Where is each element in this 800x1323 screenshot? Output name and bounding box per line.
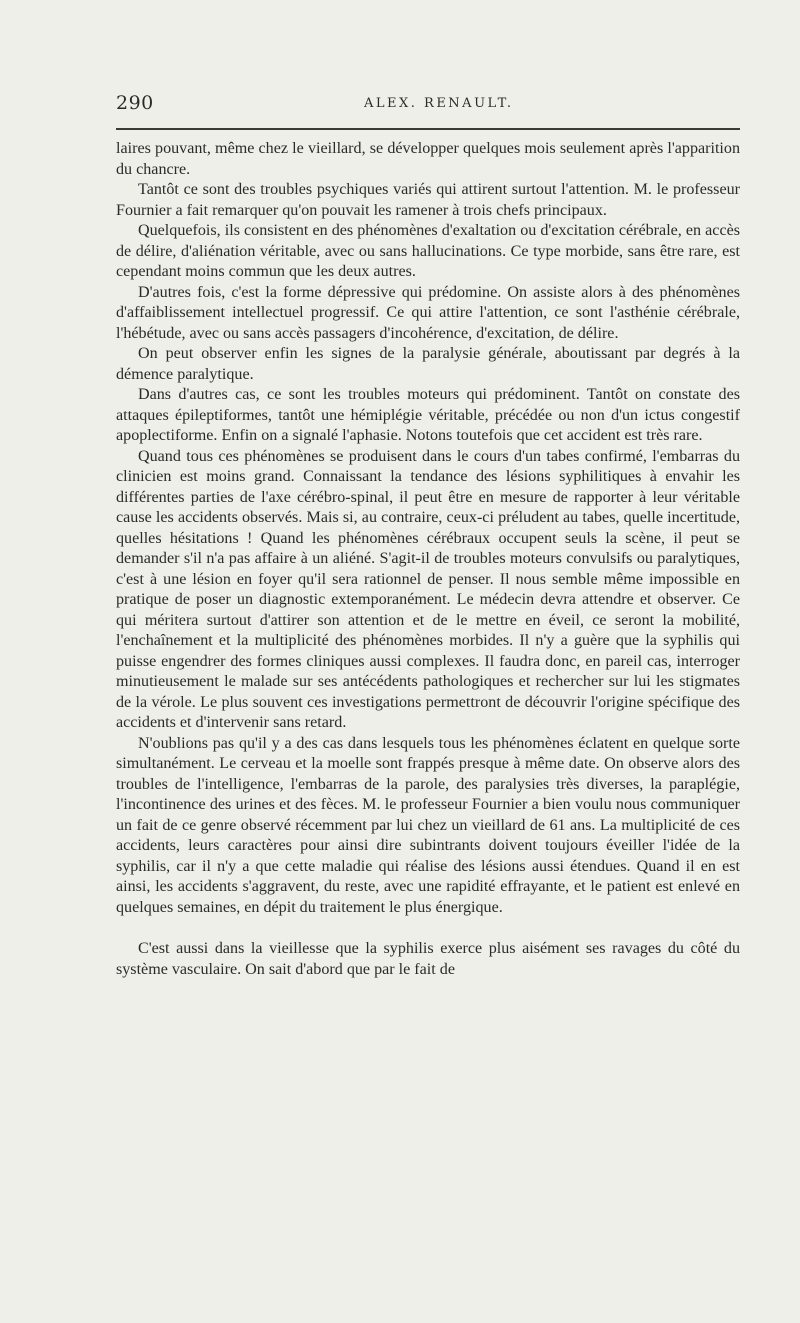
page-number: 290 [116,92,154,114]
paragraph-2: Tantôt ce sont des troubles psychiques variés qui attirent surtout l'attention. M. le professeur Fournier a fait remarquer qu'on pouvait les ramener à trois chefs principaux. [116,181,740,219]
paragraph-6: Dans d'autres cas, ce sont les troubles moteurs qui prédominent. Tantôt on constate des attaques épileptiformes, tantôt une hémiplégie véritable, précédée ou non d'un ictus congestif apoplectiforme. Enfin on a signalé l'aphasie. Notons toutefois que cet accident est très rare. [116,386,740,444]
paragraph-7: Quand tous ces phénomènes se produisent dans le cours d'un tabes confirmé, l'embarras du clinicien est moins grand. Connaissant la tendance des lésions syphilitiques à envahir les différentes parties de l'axe cérébro-spinal, il peut être en mesure de rapporter à leur véritable cause les accidents observés. Mais si, au contraire, ceux-ci préludent au tabes, quelle incertitude, quelles hésitations ! Quand les phénomènes cérébraux occupent seuls la scène, il peut se demander s'il n'a pas affaire à un aliéné. S'agit-il de troubles moteurs convulsifs ou paralytiques, c'est à une lésion en foyer qu'il sera rationnel de penser. Il nous semble même impossible en pratique de poser un diagnostic extemporanément. Le médecin devra attendre et observer. Ce qui méritera surtout d'attirer son attention et de le mettre en éveil, ce seront la mobilité, l'enchaînement et la multiplicité des phénomènes morbides. Il n'y a guère que la syphilis qui puisse engendrer des formes cliniques aussi complexes. Il faudra donc, en pareil cas, interroger minutieusement le malade sur ses antécédents pathologiques et rechercher sur lui les stigmates de la vérole. Le plus souvent ces investigations permettront de découvrir l'origine spécifique des accidents et d'intervenir sans retard. [116,447,740,731]
paragraph-5: On peut observer enfin les signes de la paralysie générale, aboutissant par degrés à la démence paralytique. [116,345,740,383]
paragraph-1: laires pouvant, même chez le vieillard, se développer quelques mois seulement après l'apparition du chancre. [116,140,740,178]
paragraph-3: Quelquefois, ils consistent en des phénomènes d'exaltation ou d'excitation cérébrale, en accès de délire, d'aliénation véritable, avec ou sans hallucinations. Ce type morbide, sans être rare, est cependant moins commun que les deux autres. [116,222,740,280]
paragraph-9: C'est aussi dans la vieillesse que la syphilis exerce plus aisément ses ravages du côté du système vasculaire. On sait d'abord que par le fait de [116,940,740,978]
body-text [116,139,740,980]
paragraph-4: D'autres fois, c'est la forme dépressive qui prédomine. On assiste alors à des phénomènes d'affaiblissement intellectuel progressif. Ce qui attire l'attention, ce sont l'asthénie cérébrale, l'hébétude, avec ou sans accès passagers d'incohérence, d'excitation, de délire. [116,283,740,342]
paragraph-8: N'oublions pas qu'il y a des cas dans lesquels tous les phénomènes éclatent en quelque sorte simultanément. Le cerveau et la moelle sont frappés presque à même date. On observe alors des troubles de l'intelligence, l'embarras de la parole, des paralysies très diverses, la paraplégie, l'incontinence des urines et des fèces. M. le professeur Fournier a bien voulu nous communiquer un fait de ce genre observé récemment par lui chez un vieillard de 61 ans. La multiplicité de ces accidents, leurs caractères pour ainsi dire subintrants doivent toujours éveiller l'idée de la syphilis, car il n'y a que cette maladie qui réalise des lésions aussi étendues. Quand il en est ainsi, les accidents s'aggravent, du reste, avec une rapidité effrayante, et le patient est enlevé en quelques semaines, en dépit du traitement le plus énergique. [116,734,740,916]
header-rule [116,128,740,130]
running-head [116,92,740,116]
running-title: ALEX. RENAULT. [364,96,514,111]
